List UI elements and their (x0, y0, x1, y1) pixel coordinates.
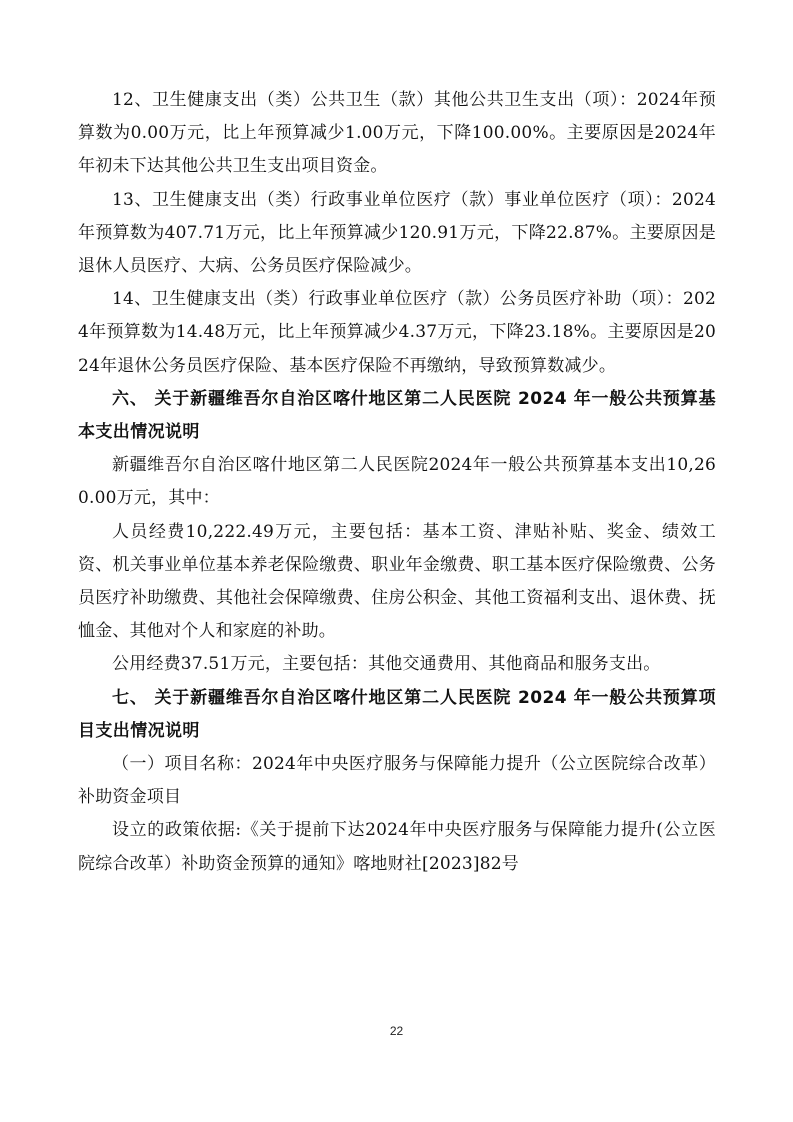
paragraph-personnel-expenses: 人员经费10,222.49万元，主要包括：基本工资、津贴补贴、奖金、绩效工资、机关事业单位基本养老保险缴费、职业年金缴费、职工基本医疗保险缴费、公务员医疗补助缴费、其他社会保障缴费、住房公积金、其他工资福利支出、退休费、抚恤金、其他对个人和家庭的补助。 (78, 521, 716, 642)
paragraph-public-expenses: 公用经费37.51万元，主要包括：其他交通费用、其他商品和服务支出。 (112, 654, 661, 675)
paragraph-basic-expenditure: 新疆维吾尔自治区喀什地区第二人民医院2024年一般公共预算基本支出10,260.00万元，其中： (78, 455, 716, 509)
paragraph-item-13: 13、卫生健康支出（类）行政事业单位医疗（款）事业单位医疗（项）：2024年预算数为407.71万元，比上年预算减少120.91万元，下降22.87%。主要原因是退休人员医疗、大病、公务员医疗保险减少。 (78, 189, 716, 277)
document-body (78, 84, 716, 881)
paragraph-project-name: （一）项目名称：2024年中央医疗服务与保障能力提升（公立医院综合改革）补助资金项目 (78, 754, 716, 808)
page-number: 22 (389, 1024, 404, 1038)
paragraph-policy-basis: 设立的政策依据:《关于提前下达2024年中央医疗服务与保障能力提升(公立医院综合改革）补助资金预算的通知》喀地财社[2023]82号 (78, 820, 716, 874)
paragraph-item-14: 14、卫生健康支出（类）行政事业单位医疗（款）公务员医疗补助（项）：2024年预算数为14.48万元，比上年预算减少4.37万元，下降23.18%。主要原因是2024年退休公务员医疗保险、基本医疗保险不再缴纳，导致预算数减少。 (78, 289, 716, 376)
section-heading-7: 七、 关于新疆维吾尔自治区喀什地区第二人民医院 2024 年一般公共预算项目支出情况说明 (78, 687, 716, 741)
section-heading-6: 六、 关于新疆维吾尔自治区喀什地区第二人民医院 2024 年一般公共预算基本支出情况说明 (78, 388, 716, 443)
paragraph-item-12: 12、卫生健康支出（类）公共卫生（款）其他公共卫生支出（项）：2024年预算数为0.00万元，比上年预算减少1.00万元，下降100.00%。主要原因是2024年年初未下达其他公共卫生支出项目资金。 (78, 90, 716, 177)
